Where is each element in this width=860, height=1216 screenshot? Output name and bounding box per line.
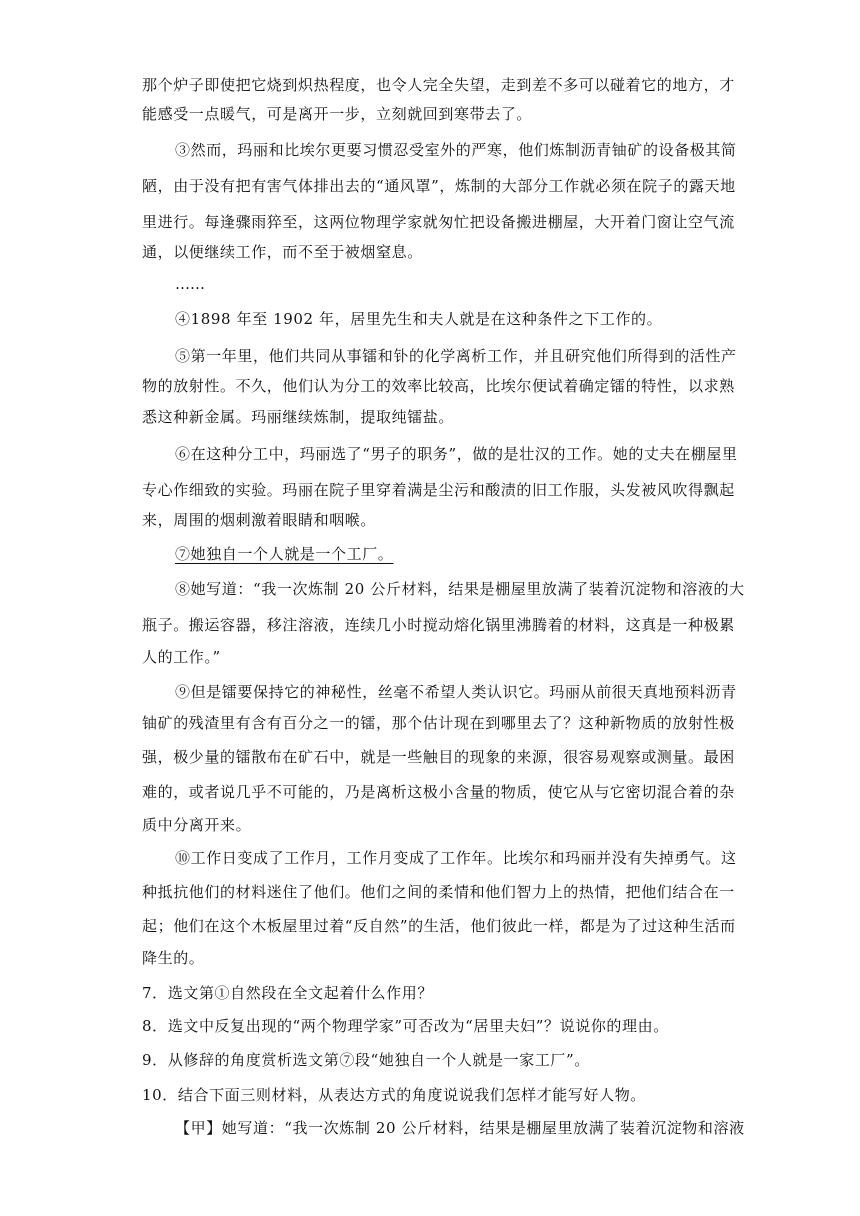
paragraph-3: ③然而，玛丽和比埃尔更要习惯忍受室外的严寒，他们炼制沥青铀矿的设备极其简 xyxy=(175,141,737,159)
question-10: 10．结合下面三则材料，从表达方式的角度说说我们怎样才能写好人物。 xyxy=(142,1086,646,1104)
paragraph-4: ④1898 年至 1902 年，居里先生和夫人就是在这种条件之下工作的。 xyxy=(175,310,663,328)
text-line: 降生的。 xyxy=(142,949,205,967)
paragraph-7 xyxy=(0,544,860,564)
text-line: 陋，由于没有把有害气体排出去的“通风罩”，炼制的大部分工作就必须在院子的露天地 xyxy=(142,177,736,195)
text-line: 里进行。每逢骤雨猝至，这两位物理学家就匆忙把设备搬进棚屋，大开着门窗让空气流 xyxy=(142,213,735,231)
text-line: 种抵抗他们的材料迷住了他们。他们之间的柔情和他们智力上的热情，把他们结合在一 xyxy=(142,883,735,901)
text-line: 起；他们在这个木板屋里过着“反自然”的生活，他们彼此一样，都是为了过这种生活而 xyxy=(142,917,736,935)
question-9: 9．从修辞的角度赏析选文第⑦段“她独自一个人就是一家工厂”。 xyxy=(142,1051,590,1069)
question-7: 7．选文第①自然段在全文起着什么作用？ xyxy=(142,984,433,1002)
text-line: 专心作细致的实验。玛丽在院子里穿着满是尘污和酸渍的旧工作服，头发被风吹得飘起 xyxy=(142,481,735,499)
paragraph-8: ⑧她写道：“我一次炼制 20 公斤材料，结果是棚屋里放满了装着沉淀物和溶液的大 xyxy=(175,580,745,598)
text-line: 物的放射性。不久，他们认为分工的效率比较高，比埃尔便试着确定镭的特性，以求熟 xyxy=(142,377,735,395)
text-line: 通，以便继续工作，而不至于被烟窒息。 xyxy=(142,243,423,261)
paragraph-9: ⑨但是镭要保持它的神秘性，丝毫不希望人类认识它。玛丽从前很天真地预料沥青 xyxy=(175,683,737,701)
paragraph-5: ⑤第一年里，他们共同从事镭和钋的化学离析工作，并且研究他们所得到的活性产 xyxy=(175,347,737,365)
ellipsis: …… xyxy=(175,275,205,293)
text-line: 质中分离开来。 xyxy=(142,816,252,834)
paragraph-6: ⑥在这种分工中，玛丽选了“男子的职务”，做的是壮汉的工作。她的丈夫在棚屋里 xyxy=(175,445,738,463)
text-line: 能感受一点暖气，可是离开一步，立刻就回到寒带去了。 xyxy=(142,105,533,123)
text-line: 难的，或者说几乎不可能的，乃是离析这极小含量的物质，使它从与它密切混合着的杂 xyxy=(142,783,735,801)
material-jia: 【甲】她写道：“我一次炼制 20 公斤材料，结果是棚屋里放满了装着沉淀物和溶液 xyxy=(175,1119,745,1137)
text-line: 那个炉子即使把它烧到炽热程度，也令人完全失望，走到差不多可以碰着它的地方，才 xyxy=(142,76,735,94)
text-line: 铀矿的残渣里有含有百分之一的镭，那个估计现在到哪里去了？这种新物质的放射性极 xyxy=(142,714,735,732)
text-line: 来，周围的烟刺激着眼睛和咽喉。 xyxy=(142,511,377,529)
text-line: 瓶子。搬运容器，移注溶液，连续几小时搅动熔化锅里沸腾着的材料，这真是一种极累 xyxy=(142,616,735,634)
underlined-sentence: ⑦她独自一个人就是一个工厂。 xyxy=(175,545,394,563)
text-line: 悉这种新金属。玛丽继续炼制，提取纯镭盐。 xyxy=(142,408,455,426)
text-line: 人的工作。” xyxy=(142,648,221,666)
text-line: 强，极少量的镭散布在矿石中，就是一些触目的现象的来源，很容易观察或测量。最困 xyxy=(142,748,735,766)
paragraph-10: ⑩工作日变成了工作月，工作月变成了工作年。比埃尔和玛丽并没有失掉勇气。这 xyxy=(175,849,737,867)
question-8: 8．选文中反复出现的“两个物理学家”可否改为“居里夫妇”？说说你的理由。 xyxy=(142,1017,669,1035)
